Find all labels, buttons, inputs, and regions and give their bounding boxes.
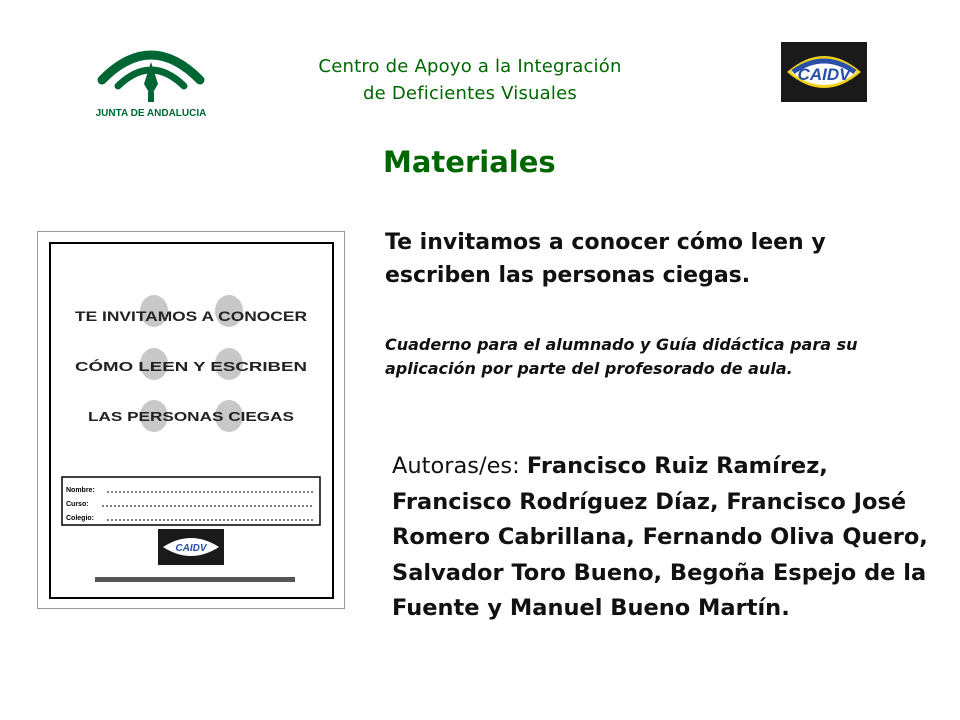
- svg-text:Nombre:: Nombre:: [66, 487, 95, 494]
- svg-text:CÓMO LEEN Y ESCRIBEN: CÓMO LEEN Y ESCRIBEN: [75, 359, 307, 374]
- svg-text:JUNTA DE ANDALUCIA: JUNTA DE ANDALUCIA: [95, 108, 207, 119]
- svg-text:TE INVITAMOS A CONOCER: TE INVITAMOS A CONOCER: [75, 308, 307, 324]
- organization-line-1: Centro de Apoyo a la Integración: [318, 56, 622, 77]
- svg-text:Colegio:: Colegio:: [66, 515, 94, 522]
- svg-text:LAS PERSONAS CIEGAS: LAS PERSONAS CIEGAS: [88, 409, 295, 424]
- subtitle: Te invitamos a conocer cómo leen y escriben las personas ciegas.: [385, 230, 826, 288]
- authors: [392, 449, 952, 627]
- authors-names: Francisco Ruiz Ramírez, Francisco Rodríguez Díaz, Francisco José Romero Cabrillana, Fernando Oliva Quero, Salvador Toro Bueno, Begoña Espejo de la Fuente y Manuel Bueno Martín.: [392, 453, 928, 621]
- page-title: Materiales: [383, 145, 556, 179]
- organization-line-2: de Deficientes Visuales: [363, 83, 577, 104]
- caidv-logo: [781, 42, 867, 102]
- svg-text:CAIDV: CAIDV: [797, 65, 851, 84]
- description: Cuaderno para el alumnado y Guía didáctica para su aplicación por parte del profesorado de aula.: [385, 335, 858, 378]
- junta-de-andalucia-logo: [92, 36, 210, 120]
- organization-name: [250, 53, 690, 107]
- book-cover-image: [37, 231, 345, 609]
- svg-text:Curso:: Curso:: [66, 501, 89, 508]
- authors-label: Autoras/es:: [392, 453, 520, 479]
- svg-text:CAIDV: CAIDV: [175, 543, 207, 554]
